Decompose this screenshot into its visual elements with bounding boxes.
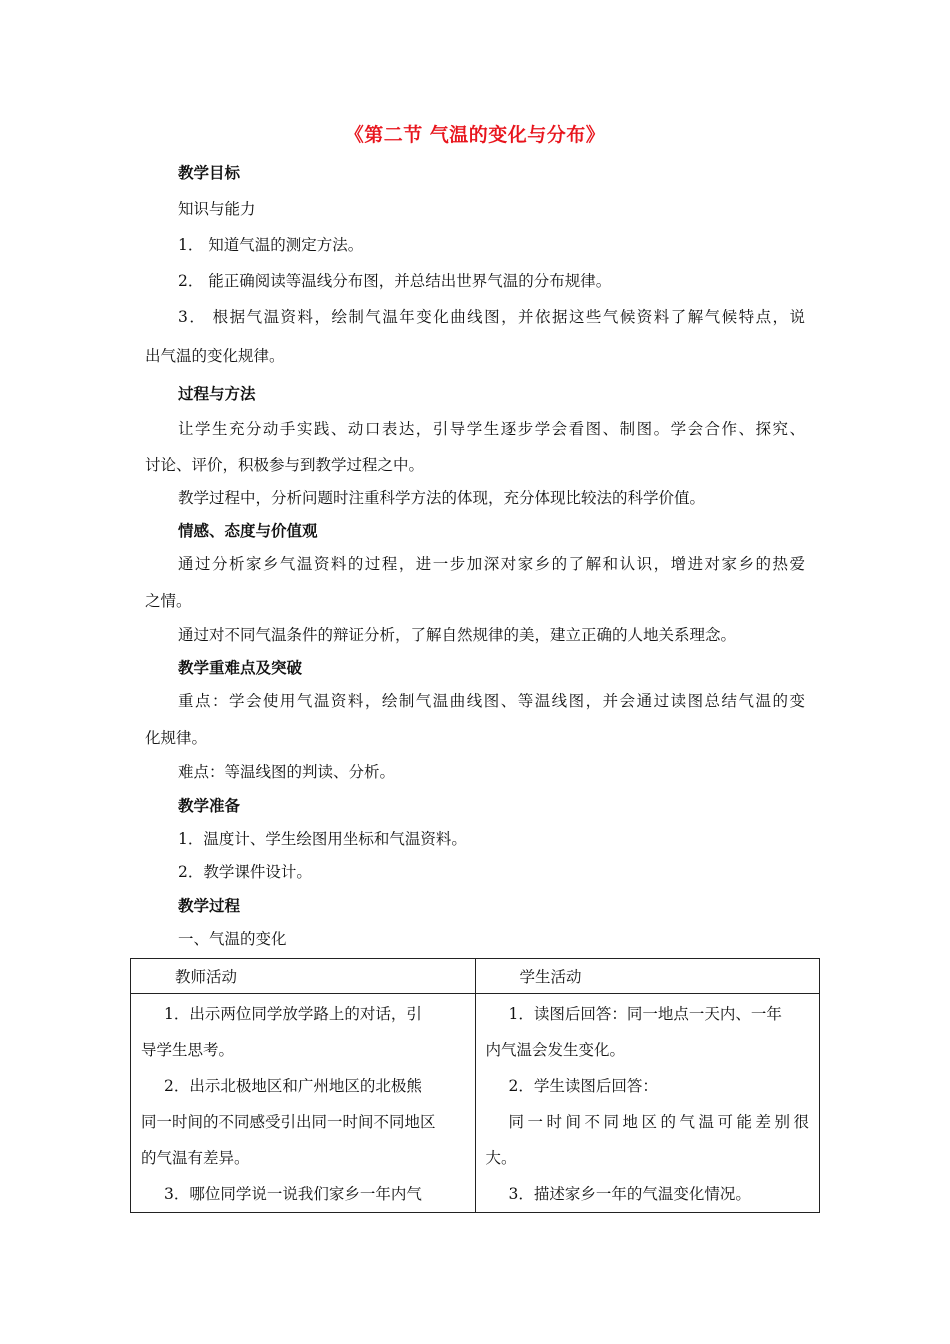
header-cell-student [475,959,820,994]
teacher-line: 的气温有差异。 [141,1149,250,1167]
subheading-knowledge: 知识与能力 [178,200,256,218]
objective-item-3-line1: 3． 根据气温资料，绘制气温年变化曲线图，并依据这些气候资料了解气候特点，说 [178,308,805,326]
student-line: 内气温会发生变化。 [485,1041,626,1059]
focus-line-1: 重点：学会使用气温资料，绘制气温曲线图、等温线图，并会通过读图总结气温的变 [178,692,805,710]
preparation-item-2: 2．教学课件设计。 [178,863,312,881]
page-title: 《第二节 气温的变化与分布》 [344,124,606,146]
student-activity-cell [475,994,820,1213]
emotion-paragraph-1-line1: 通过分析家乡气温资料的过程，进一步加深对家乡的了解和认识，增进对家乡的热爱 [178,555,805,573]
preparation-item-1: 1．温度计、学生绘图用坐标和气温资料。 [178,830,467,848]
difficulty-line: 难点：等温线图的判读、分析。 [178,763,396,781]
subheading-emotion: 情感、态度与价值观 [178,522,318,540]
student-line: 2．学生读图后回答： [508,1077,658,1095]
process-paragraph-1-line2: 讨论、评价，积极参与到教学过程之中。 [145,456,425,474]
header-teacher-label: 教师活动 [175,968,238,986]
teacher-line: 同一时间的不同感受引出同一时间不同地区 [141,1113,436,1131]
process-paragraph-1-line1: 让学生充分动手实践、动口表达，引导学生逐步学会看图、制图。学会合作、探究、 [178,420,805,438]
teacher-line: 导学生思考。 [141,1041,235,1059]
section-temperature-change: 一、气温的变化 [178,930,287,948]
teacher-line: 1．出示两位同学放学路上的对话，引 [164,1005,422,1023]
header-cell-teacher [131,959,476,994]
heading-key-points: 教学重难点及突破 [178,659,303,677]
student-line: 1．读图后回答：同一地点一天内、一年 [508,1005,782,1023]
heading-teaching-process: 教学过程 [178,897,241,915]
objective-item-2: 2． 能正确阅读等温线分布图，并总结出世界气温的分布规律。 [178,272,612,290]
emotion-paragraph-1-line2: 之情。 [145,592,192,610]
heading-preparation: 教学准备 [178,797,241,815]
header-student-label: 学生活动 [519,968,582,986]
table-header-row [131,959,820,994]
student-line: 3．描述家乡一年的气温变化情况。 [508,1185,751,1203]
activity-table [130,958,820,1213]
focus-line-2: 化规律。 [145,729,208,747]
teacher-line: 2．出示北极地区和广州地区的北极熊 [164,1077,422,1095]
objective-item-1: 1． 知道气温的测定方法。 [178,236,364,254]
student-line: 大。 [485,1149,517,1167]
process-paragraph-2: 教学过程中，分析问题时注重科学方法的体现，充分体现比较法的科学价值。 [178,489,706,507]
table-row [131,994,820,1213]
objective-item-3-line2: 出气温的变化规律。 [145,347,285,365]
teacher-activity-cell [131,994,476,1213]
student-line: 同一时间不同地区的气温可能差别很 [508,1113,809,1131]
emotion-paragraph-2: 通过对不同气温条件的辩证分析，了解自然规律的美，建立正确的人地关系理念。 [178,626,737,644]
heading-objectives: 教学目标 [178,164,241,182]
subheading-process: 过程与方法 [178,385,256,403]
teacher-line: 3．哪位同学说一说我们家乡一年内气 [164,1185,422,1203]
